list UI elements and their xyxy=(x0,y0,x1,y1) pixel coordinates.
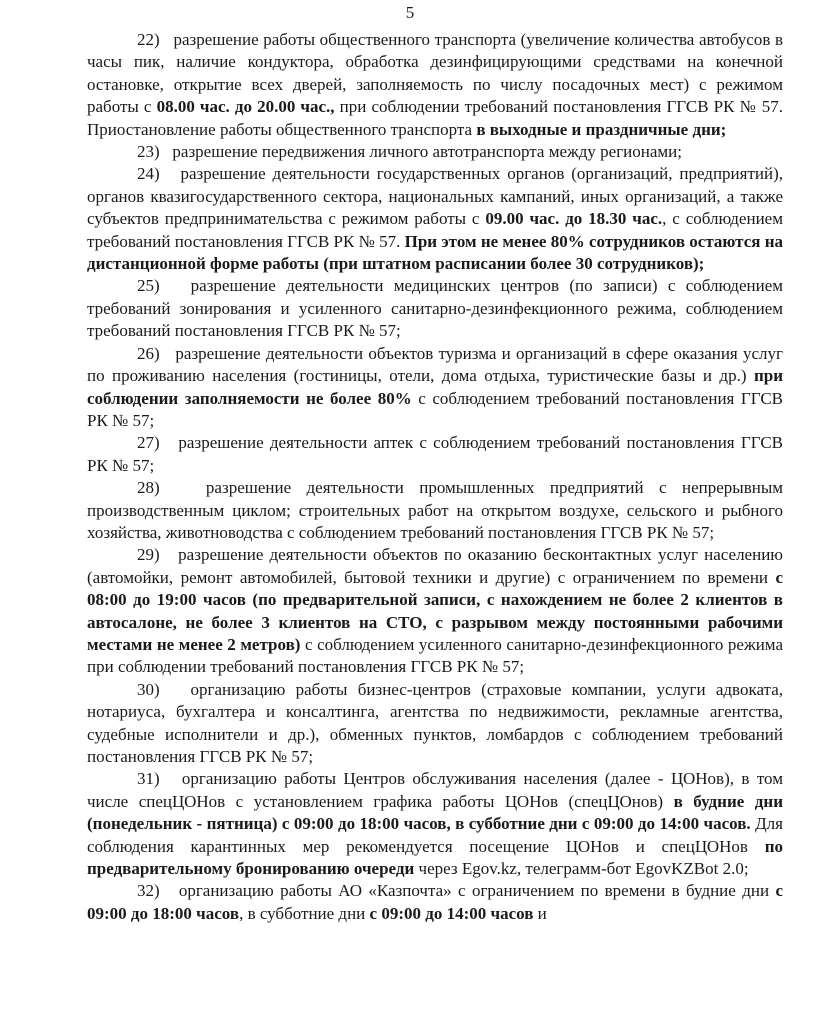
list-item-23: 23) разрешение передвижения личного автотранспорта между регионами; xyxy=(137,142,682,162)
list-item-25: 25) разрешение деятельности медицинских центров (по записи) с соблюдением требований зонирования и усиленного санитарно-дезинфекционного режима, соблюдением требований постановления ГГСВ РК № 57; xyxy=(87,276,783,341)
document-body xyxy=(87,29,783,925)
list-item-24: 24) разрешение деятельности государственных органов (организаций, предприятий), органов квазигосударственного сектора, национальных кампаний, иных организаций, а также субъектов предпринимательства с режимом работы с 09.00 час. до 18.30 час., с соблюдением требований постановления ГГСВ РК № 57. При этом не менее 80% сотрудников остаются на дистанционной форме работы (при штатном расписании более 30 сотрудников); xyxy=(87,164,783,274)
list-item-27: 27) разрешение деятельности аптек с соблюдением требований постановления ГГСВ РК № 57; xyxy=(87,433,783,475)
list-item-31: 31) организацию работы Центров обслуживания населения (далее - ЦОНов), в том числе спецЦОНов с установлением графика работы ЦОНов (спецЦОнов) в будние дни (понедельник - пятница) с 09:00 до 18:00 часов, в субботние дни с 09:00 до 14:00 часов. Для соблюдения карантинных мер рекомендуется посещение ЦОНов и спецЦОНов по предварительному бронированию очереди через Egov.kz, телеграмм-бот EgovKZBot 2.0; xyxy=(87,769,783,879)
list-item-30: 30) организацию работы бизнес-центров (страховые компании, услуги адвоката, нотариуса, бухгалтера и консалтинга, агентства по недвижимости, рекламные агентства, судебные исполнители и др.), обменных пунктов, ломбардов с соблюдением требований постановления ГГСВ РК № 57; xyxy=(87,679,783,766)
page-number: 5 xyxy=(405,3,415,22)
list-item-28: 28) разрешение деятельности промышленных предприятий с непрерывным производственным циклом; строительных работ на открытом воздухе, сельского и рыбного хозяйства, животноводства с соблюдением требований постановления ГГСВ РК № 57; xyxy=(87,478,783,542)
list-item-32: 32) организацию работы АО «Казпочта» с ограничением по времени в будние дни с 09:00 до 18:00 часов, в субботние дни с 09:00 до 14:00 часов и xyxy=(87,881,783,923)
list-item-26: 26) разрешение деятельности объектов туризма и организаций в сфере оказания услуг по проживанию населения (гостиницы, отели, дома отдыха, туристические базы и др.) при соблюдении заполняемости не более 80% с соблюдением требований постановления ГГСВ РК № 57; xyxy=(87,343,784,430)
list-item-22: 22) разрешение работы общественного транспорта (увеличение количества автобусов в часы пик, наличие кондуктора, обработка дезинфицирующими средствами на конечной остановке, открытие всех дверей, заполняемость по числу посадочных мест) с режимом работы с 08.00 час. до 20.00 час., при соблюдении требований постановления ГГСВ РК № 57. Приостановление работы общественного транспорта в выходные и праздничные дни; xyxy=(87,30,783,139)
list-item-29: 29) разрешение деятельности объектов по оказанию бесконтактных услуг населению (автомойки, ремонт автомобилей, бытовой техники и другие) с ограничением по времени с 08:00 до 19:00 часов (по предварительной записи, с нахождением не более 2 клиентов в автосалоне, не более 3 клиентов на СТО, с разрывом между постоянными рабочими местами не менее 2 метров) с соблюдением усиленного санитарно-дезинфекционного режима при соблюдении требований постановления ГГСВ РК № 57; xyxy=(87,545,783,677)
